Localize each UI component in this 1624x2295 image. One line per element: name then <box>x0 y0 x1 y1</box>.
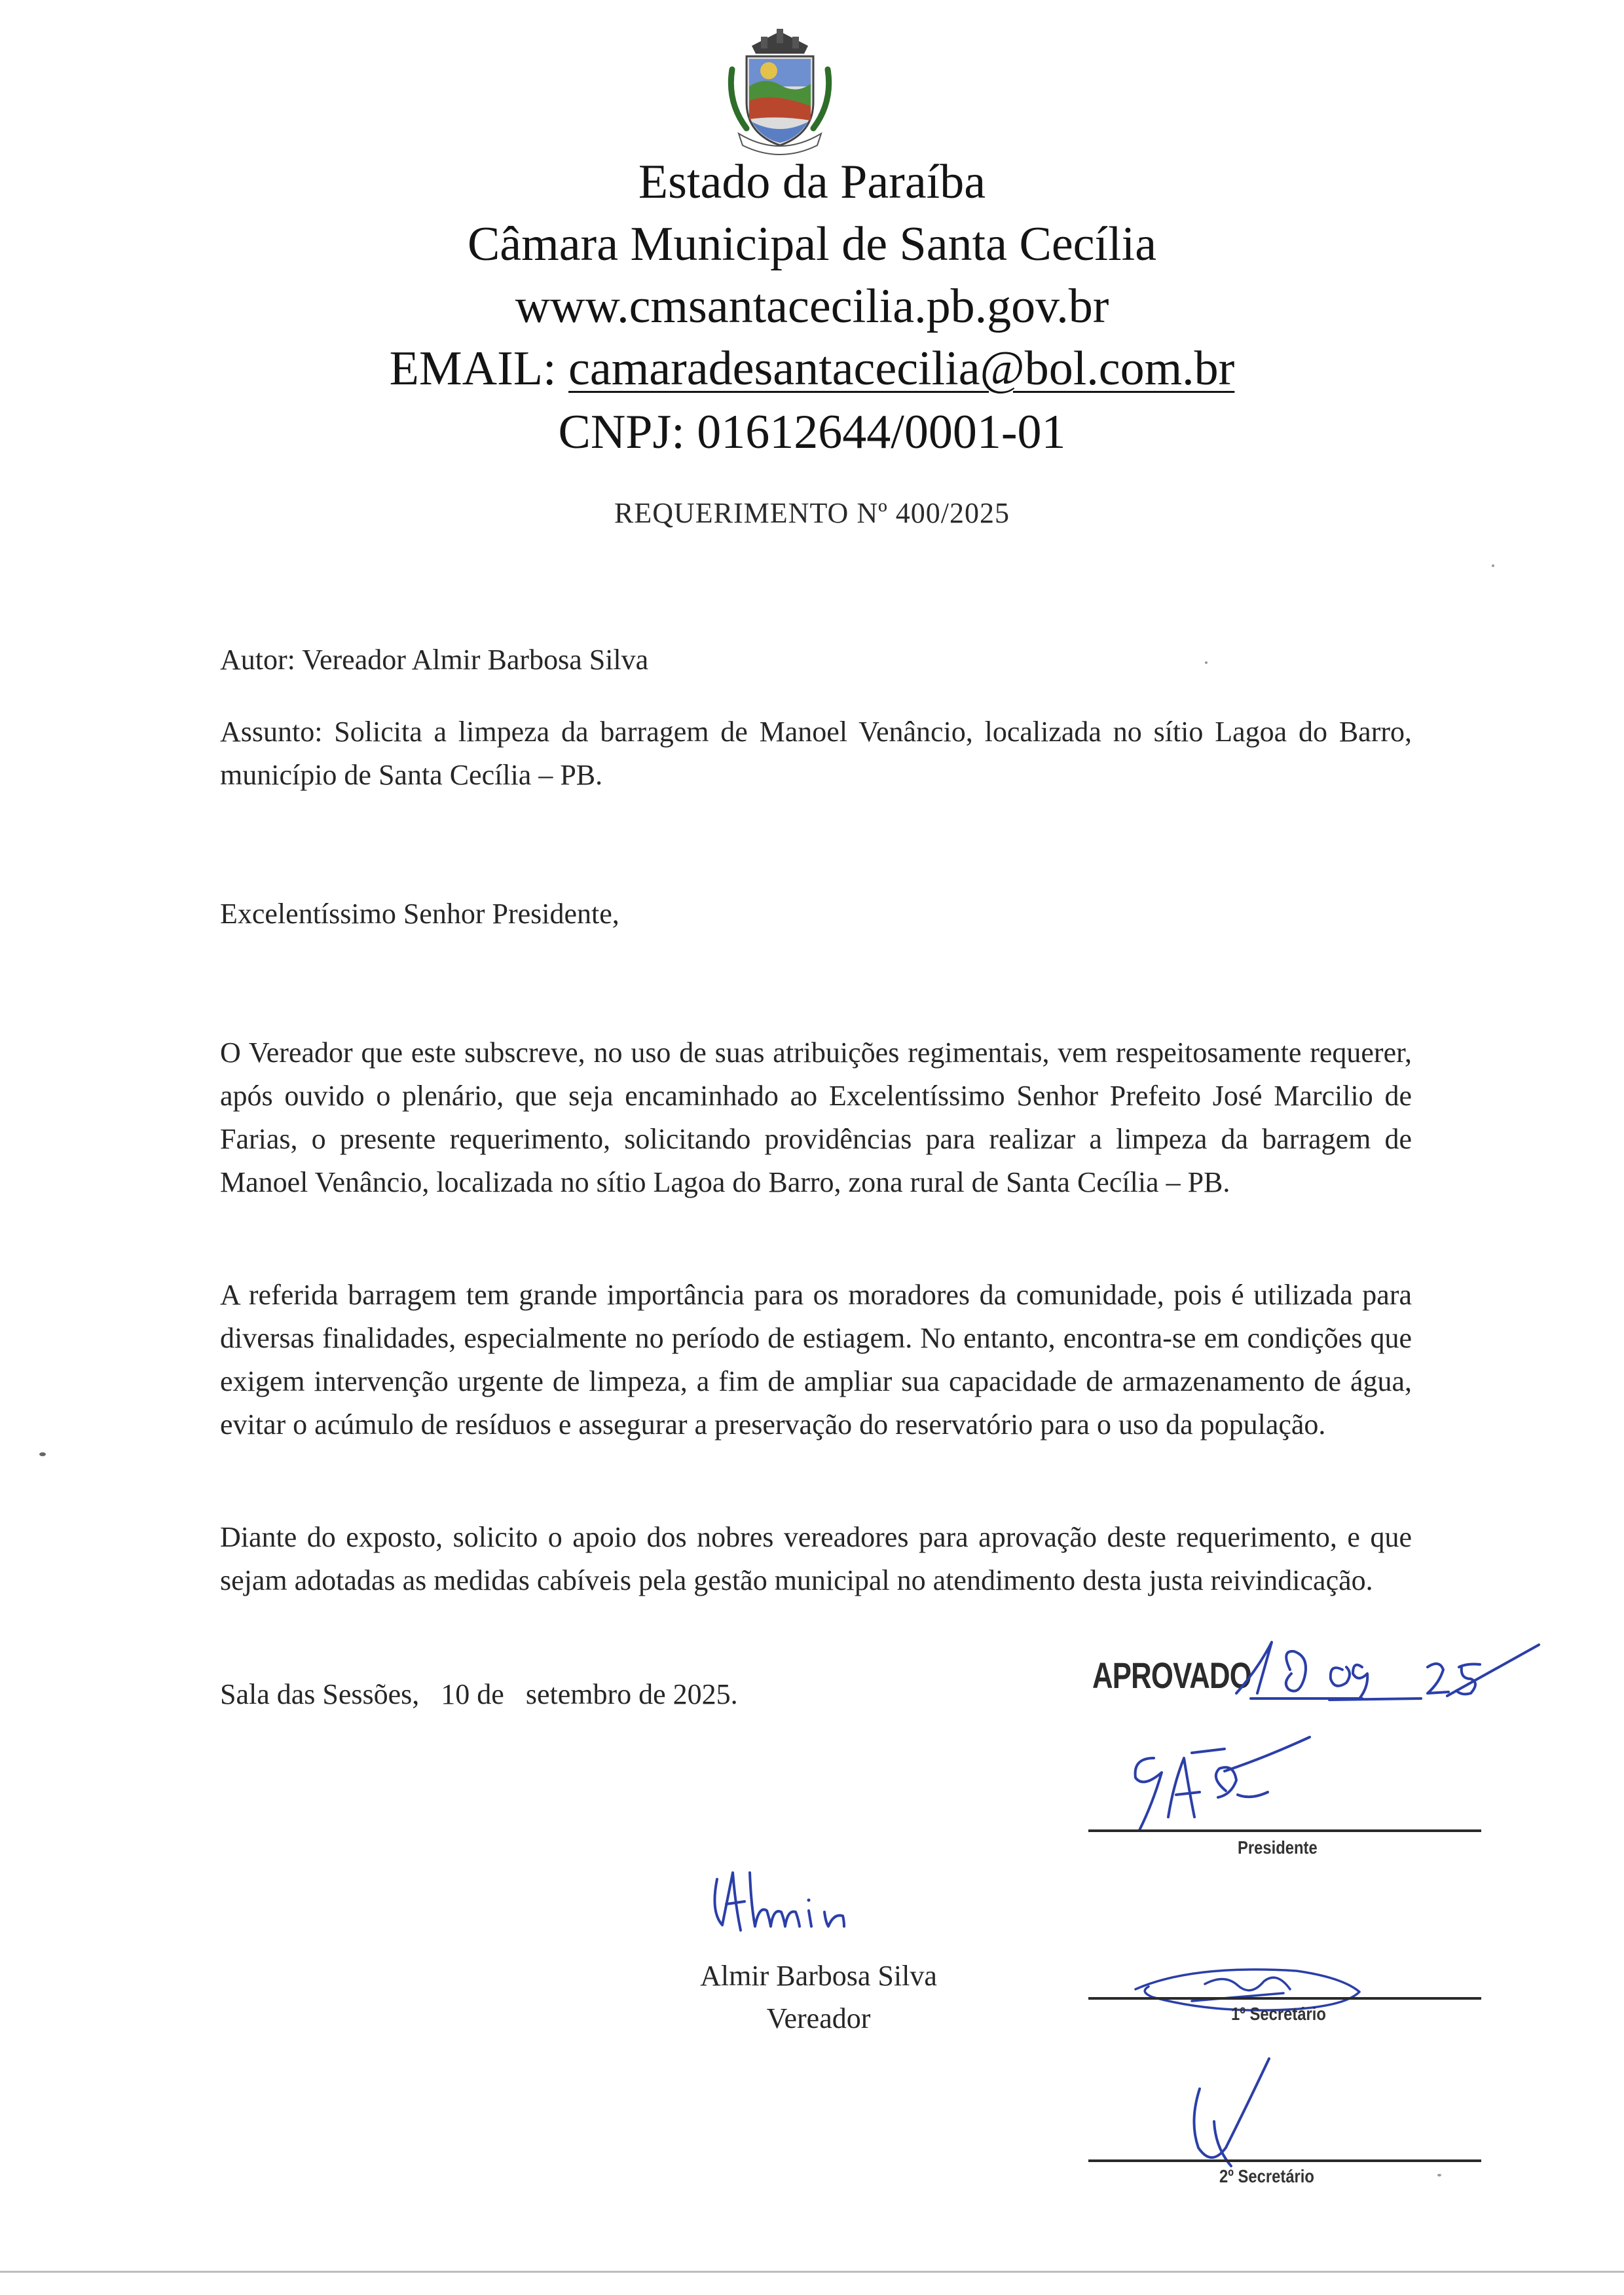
president-label: Presidente <box>1238 1837 1318 1858</box>
scan-speck <box>39 1452 46 1456</box>
approved-stamp-label: APROVADO <box>1092 1655 1251 1696</box>
header-email-line <box>0 339 1624 399</box>
scan-speck <box>1205 661 1208 664</box>
coat-of-arms-icon <box>712 24 847 158</box>
paragraph-1: O Vereador que este subscreve, no uso de suas atribuições regimentais, vem respeitosamente requerer, após ouvido o plenário, que seja encaminhado ao Excelentíssimo Senhor Prefeito José Marcilio de Farias, o presente requerimento, solicitando providências para realizar a limpeza da barragem de Manoel Venâncio, localizada no sítio Lagoa do Barro, zona rural de Santa Cecília – PB. <box>220 1037 1412 1198</box>
handwritten-signature-icon <box>704 1853 855 1945</box>
signer-role: Vereador <box>766 2002 871 2034</box>
paragraph-2: A referida barragem tem grande importância para os moradores da comunidade, pois é utilizada para diversas finalidades, especialmente no período de estiagem. No entanto, encontra-se em condições que exigem intervenção urgente de limpeza, a fim de ampliar sua capacidade de armazenamento de água, evitar o acúmulo de resíduos e assegurar a preservação do reservatório para o uso da população. <box>220 1279 1412 1441</box>
email-label: EMAIL: <box>389 342 557 395</box>
second-secretary-signature-line <box>1088 2159 1481 2162</box>
first-secretary-label: 1º Secretário <box>1231 2004 1326 2024</box>
second-secretary-signature <box>1185 2049 1316 2174</box>
header-website: www.cmsantacecilia.pb.gov.br <box>515 280 1109 333</box>
handwritten-signature-icon <box>1113 1732 1329 1843</box>
scan-bottom-edge <box>0 2271 1624 2273</box>
subject-line: Assunto: Solicita a limpeza da barragem de Manoel Venâncio, localizada no sítio Lagoa do Barro, município de Santa Cecília – PB. <box>220 716 1412 791</box>
author-line: Autor: Vereador Almir Barbosa Silva <box>220 644 649 676</box>
signer-name: Almir Barbosa Silva <box>700 1960 937 1992</box>
first-secretary-signature-line <box>1088 1997 1481 2000</box>
second-secretary-label: 2º Secretário <box>1219 2166 1314 2186</box>
handwritten-signature-icon <box>1185 2049 1316 2174</box>
scan-speck <box>1437 2174 1441 2176</box>
author-signature <box>704 1853 855 1945</box>
paragraph-3: Diante do exposto, solicito o apoio dos nobres vereadores para aprovação deste requerimento, e que sejam adotadas as medidas cabíveis pela gestão municipal no atendimento desta justa reivindicação. <box>220 1521 1412 1596</box>
approval-date-handwritten <box>1231 1630 1559 1709</box>
header-chamber: Câmara Municipal de Santa Cecília <box>467 217 1157 271</box>
president-signature-line <box>1088 1829 1481 1832</box>
president-signature <box>1113 1732 1329 1843</box>
requerimento-number: REQUERIMENTO Nº 400/2025 <box>614 497 1010 529</box>
handwritten-date-icon <box>1231 1630 1559 1709</box>
email-link[interactable]: camaradesantacecilia@bol.com.br <box>568 342 1235 395</box>
municipal-seal <box>712 24 847 158</box>
header-state: Estado da Paraíba <box>638 155 986 209</box>
header-cnpj: CNPJ: 01612644/0001-01 <box>558 405 1066 459</box>
salutation: Excelentíssimo Senhor Presidente, <box>220 898 619 930</box>
scan-speck <box>1492 564 1494 567</box>
place-and-date: Sala das Sessões, 10 de setembro de 2025. <box>220 1678 738 1710</box>
